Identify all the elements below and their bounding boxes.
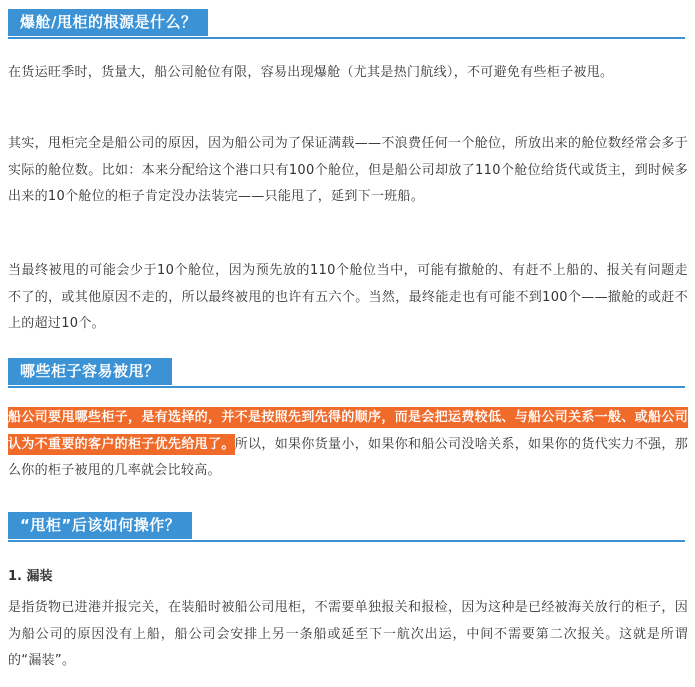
paragraph-peak-season: 在货运旺季时，货量大，船公司舱位有限，容易出现爆舱（尤其是热门航线），不可避免有些柜子被甩。 <box>8 65 614 80</box>
subheading-missed-loading: 1. 漏装 <box>8 569 53 584</box>
section-header-1 <box>8 9 685 39</box>
section-title: “甩柜”后该如何操作？ <box>8 512 192 539</box>
paragraph-missed-loading: 是指货物已进港并报完关，在装船时被船公司甩柜，不需要单独报关和报检，因为这种是已经被海关放行的柜子，因为船公司的原因没有上船，船公司会安排上另一条船或延至下一航次出运，中间不需要第二次报关。这就是所谓的“漏装”。 <box>8 600 688 668</box>
section-title: 爆舱/甩柜的根源是什么？ <box>8 9 208 36</box>
section-divider <box>8 37 685 39</box>
paragraph-which-containers <box>8 405 688 485</box>
section-divider <box>8 540 685 542</box>
section-header-3 <box>8 512 685 542</box>
highlighted-text: 船公司要甩哪些柜子，是有选择的，并不是按照先到先得的顺序，而是会把运费较低、与船公司关系一般、或船公司认为不重要的客户的柜子优先给甩了。 <box>8 407 688 455</box>
paragraph-text: 所以，如果你货量小，如果你和船公司没啥关系，如果你的货代实力不强，那么你的柜子被甩的几率就会比较高。 <box>8 436 689 478</box>
section-header-2 <box>8 358 685 388</box>
section-divider <box>8 386 685 388</box>
paragraph-root-cause: 其实，甩柜完全是船公司的原因，因为船公司为了保证满载——不浪费任何一个舱位，所放出来的舱位数经常会多于实际的舱位数。比如：本来分配给这个港口只有100个舱位，但是船公司却放了110个舱位给货代或货主，到时候多出来的10个舱位的柜子肯定没办法装完——只能甩了，延到下一班船。 <box>8 136 688 204</box>
paragraph-final-count: 当最终被甩的可能会少于10个舱位，因为预先放的110个舱位当中，可能有撤舱的、有赶不上船的、报关有问题走不了的，或其他原因不走的，所以最终被甩的也许有五六个。当然，最终能走也有可能不到100个——撤舱的或赶不上的超过10个。 <box>8 263 688 331</box>
section-title: 哪些柜子容易被甩？ <box>8 358 172 385</box>
